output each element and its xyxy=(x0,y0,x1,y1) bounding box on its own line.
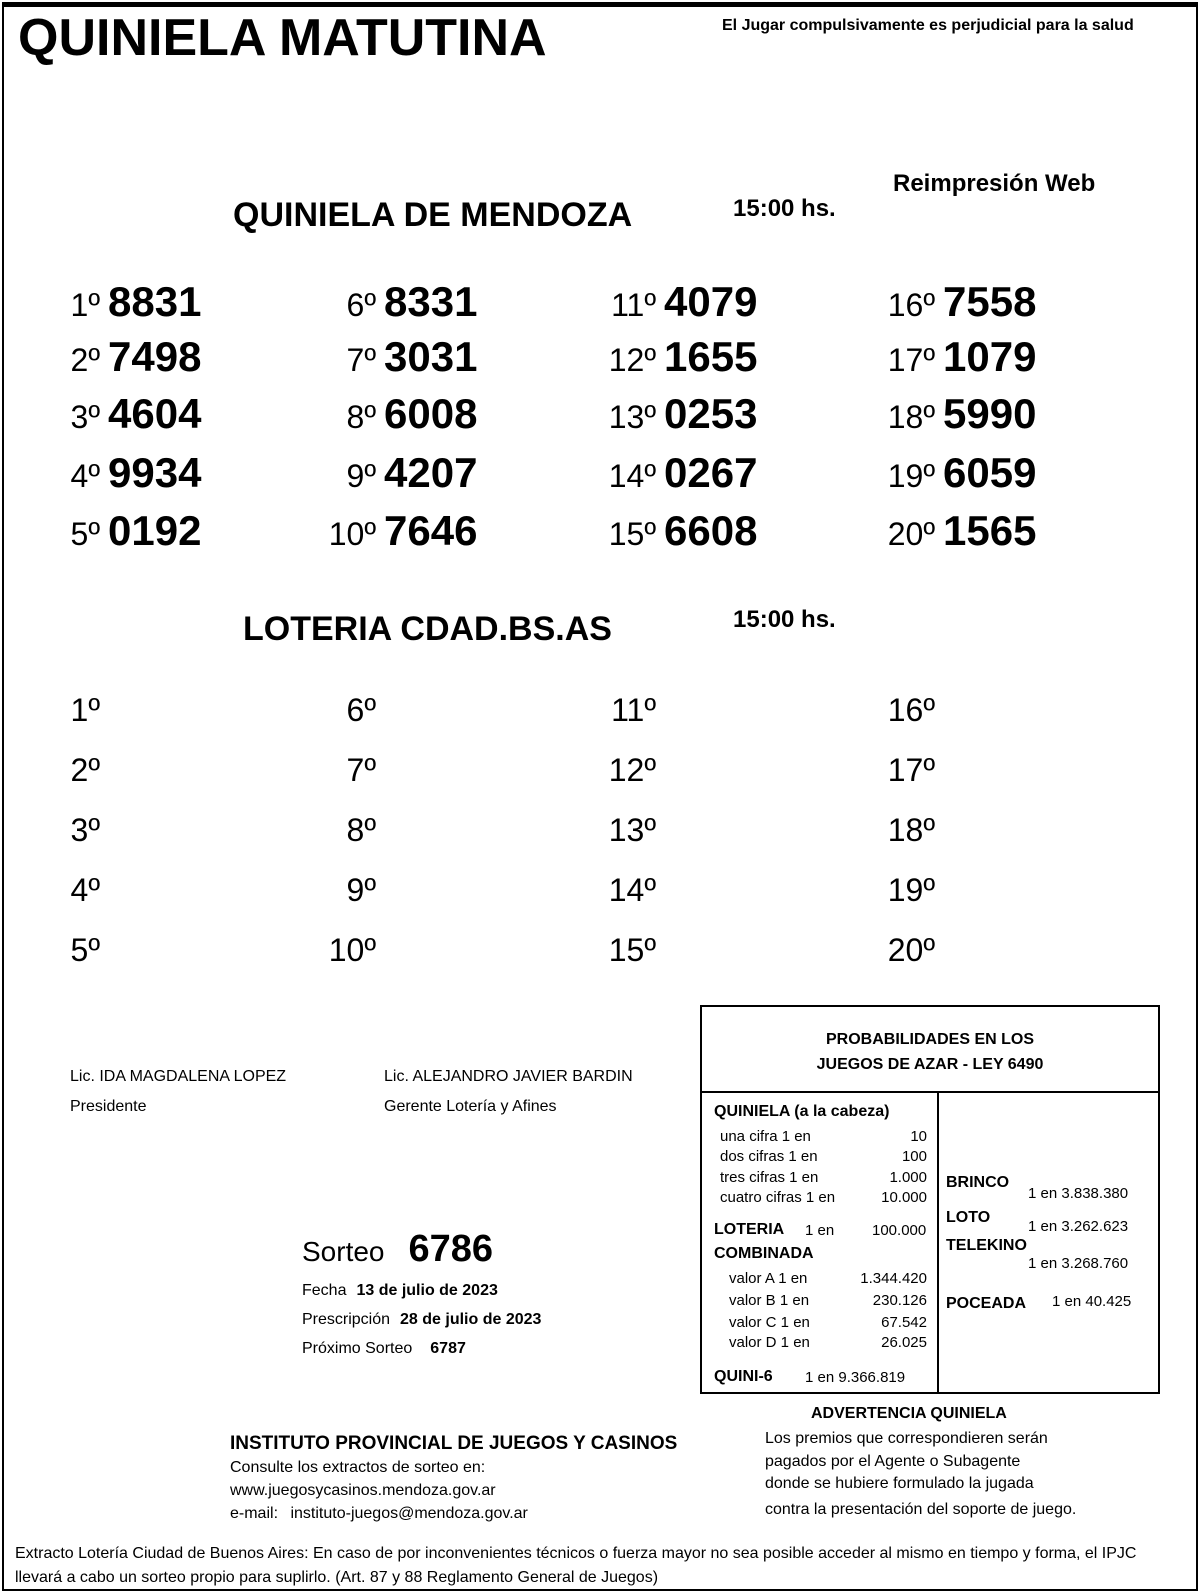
fecha-row xyxy=(302,1282,498,1300)
reprint-label: Reimpresión Web xyxy=(893,170,1096,197)
result-number: 8831 xyxy=(108,278,202,325)
result-number: 1565 xyxy=(943,507,1037,554)
loteria-result xyxy=(30,692,100,729)
mendoza-result xyxy=(30,507,201,555)
loteria-result xyxy=(306,812,376,849)
loteria-result xyxy=(30,872,100,909)
quini6-prob-label: QUINI-6 xyxy=(714,1368,773,1385)
result-position: 10º xyxy=(328,516,376,552)
instituto-email-link[interactable]: instituto-juegos@mendoza.gov.ar xyxy=(290,1505,528,1522)
mendoza-result xyxy=(586,333,757,381)
loteria-result xyxy=(306,872,376,909)
result-position: 15º xyxy=(608,516,656,552)
mendoza-result xyxy=(865,333,1036,381)
quiniela-prob-value: 10 xyxy=(910,1128,927,1145)
mendoza-result xyxy=(865,390,1036,438)
instituto-title: INSTITUTO PROVINCIAL DE JUEGOS Y CASINOS xyxy=(230,1433,678,1454)
result-position: 5º xyxy=(70,932,100,968)
loteria-time: 15:00 hs. xyxy=(733,606,836,633)
mendoza-time: 15:00 hs. xyxy=(733,195,836,222)
mendoza-result xyxy=(306,449,477,497)
result-position: 18º xyxy=(887,812,935,848)
result-position: 14º xyxy=(608,458,656,494)
result-position: 4º xyxy=(70,872,100,908)
result-position: 9º xyxy=(346,872,376,908)
quiniela-prob-label: tres cifras 1 en xyxy=(720,1169,819,1186)
probabilidades-divider xyxy=(937,1093,939,1392)
poceada-prob-label: POCEADA xyxy=(946,1295,1027,1312)
prescripcion-label: Prescripción xyxy=(302,1311,391,1328)
result-number: 7558 xyxy=(943,278,1037,325)
result-position: 1º xyxy=(70,287,100,323)
result-position: 18º xyxy=(887,399,935,435)
quiniela-prob-value: 10.000 xyxy=(881,1189,927,1206)
result-number: 4079 xyxy=(664,278,758,325)
result-position: 7º xyxy=(346,342,376,378)
result-position: 13º xyxy=(608,812,656,848)
result-number: 6608 xyxy=(664,507,758,554)
combinada-prob-value: 1.344.420 xyxy=(860,1270,927,1287)
quini6-prob-value: 1 en 9.366.819 xyxy=(805,1369,906,1386)
result-position: 8º xyxy=(346,812,376,848)
signature-name: Lic. IDA MAGDALENA LOPEZ xyxy=(70,1068,287,1085)
combinada-prob-label: valor A 1 en xyxy=(729,1270,808,1287)
loteria-result xyxy=(586,752,656,789)
mendoza-result xyxy=(306,507,477,555)
quiniela-prob-label: cuatro cifras 1 en xyxy=(720,1189,836,1206)
mendoza-result xyxy=(306,333,477,381)
loteria-result xyxy=(306,932,376,969)
result-number: 9934 xyxy=(108,449,202,496)
result-position: 7º xyxy=(346,752,376,788)
loteria-result xyxy=(865,752,935,789)
sorteo-number: 6786 xyxy=(408,1228,494,1270)
loteria-result xyxy=(586,812,656,849)
mendoza-result xyxy=(586,507,757,555)
combinada-prob-label: valor B 1 en xyxy=(729,1292,810,1309)
loteria-result xyxy=(30,932,100,969)
result-position: 4º xyxy=(70,458,100,494)
loto-prob-value: 1 en 3.262.623 xyxy=(1028,1218,1129,1235)
mendoza-result xyxy=(30,333,201,381)
quiniela-prob-value: 1.000 xyxy=(889,1169,927,1186)
result-number: 8331 xyxy=(384,278,478,325)
footer-note: Extracto Lotería Ciudad de Buenos Aires: En caso de por inconvenientes técnicos o fuerza mayor no sea posible acceder al mismo en tiempo y forma, el IPJC llevará a cabo un sorteo propio para suplirlo. (Art. 87 y 88 Reglamento General de Juegos) xyxy=(15,1545,1137,1586)
sorteo-block xyxy=(302,1228,493,1271)
proximo-label: Próximo Sorteo xyxy=(302,1340,413,1357)
page-title: QUINIELA MATUTINA xyxy=(18,9,547,67)
result-number: 7646 xyxy=(384,507,478,554)
result-position: 6º xyxy=(346,692,376,728)
result-number: 1655 xyxy=(664,333,758,380)
advertencia-line: Los premios que correspondieren serán xyxy=(765,1430,1048,1447)
result-position: 16º xyxy=(887,692,935,728)
probabilidades-box xyxy=(700,1005,1160,1394)
brinco-prob-label: BRINCO xyxy=(946,1174,1010,1191)
result-position: 12º xyxy=(608,752,656,788)
result-position: 3º xyxy=(70,399,100,435)
proximo-sorteo-row xyxy=(302,1340,466,1358)
advertencia-line: pagados por el Agente o Subagente xyxy=(765,1453,1021,1470)
quiniela-prob-label: una cifra 1 en xyxy=(720,1128,811,1145)
loteria-prob-label: LOTERIA xyxy=(714,1221,785,1238)
mendoza-result xyxy=(865,449,1036,497)
loteria-result xyxy=(865,872,935,909)
result-position: 20º xyxy=(887,516,935,552)
result-position: 16º xyxy=(887,287,935,323)
proximo-value: 6787 xyxy=(430,1340,466,1357)
probabilidades-title-1: PROBABILIDADES EN LOS xyxy=(825,1031,1034,1048)
result-position: 15º xyxy=(608,932,656,968)
mendoza-result xyxy=(586,390,757,438)
loteria-prob-value: 100.000 xyxy=(872,1222,927,1239)
quiniela-prob-value: 100 xyxy=(901,1148,927,1165)
telekino-prob-value: 1 en 3.268.760 xyxy=(1028,1255,1129,1272)
result-number: 6059 xyxy=(943,449,1037,496)
signature-manager xyxy=(384,1062,633,1122)
telekino-prob-label: TELEKINO xyxy=(946,1237,1027,1254)
result-position: 11º xyxy=(611,287,656,323)
mendoza-result xyxy=(586,278,757,326)
result-number: 6008 xyxy=(384,390,478,437)
loteria-result xyxy=(30,752,100,789)
probabilidades-header xyxy=(702,1007,1158,1093)
result-position: 17º xyxy=(887,342,935,378)
fecha-label: Fecha xyxy=(302,1282,347,1299)
health-warning: El Jugar compulsivamente es perjudicial para la salud xyxy=(722,17,1134,34)
result-number: 4207 xyxy=(384,449,478,496)
result-position: 10º xyxy=(328,932,376,968)
loteria-result xyxy=(586,932,656,969)
mendoza-result xyxy=(30,390,201,438)
loteria-result xyxy=(306,692,376,729)
mendoza-result xyxy=(30,449,201,497)
result-number: 5990 xyxy=(943,390,1037,437)
signature-role: Presidente xyxy=(70,1098,147,1115)
instituto-email-row xyxy=(230,1505,528,1523)
result-position: 9º xyxy=(346,458,376,494)
probabilidades-title-2: JUEGOS DE AZAR - LEY 6490 xyxy=(816,1056,1044,1073)
result-position: 19º xyxy=(887,872,935,908)
loteria-result xyxy=(865,692,935,729)
result-position: 8º xyxy=(346,399,376,435)
loteria-title: LOTERIA CDAD.BS.AS xyxy=(243,610,612,648)
result-number: 7498 xyxy=(108,333,202,380)
quiniela-prob-label: dos cifras 1 en xyxy=(720,1148,818,1165)
mendoza-result xyxy=(865,507,1036,555)
result-number: 0253 xyxy=(664,390,758,437)
signature-name: Lic. ALEJANDRO JAVIER BARDIN xyxy=(384,1068,633,1085)
result-position: 20º xyxy=(887,932,935,968)
instituto-website-link[interactable]: www.juegosycasinos.mendoza.gov.ar xyxy=(230,1482,496,1499)
result-number: 1079 xyxy=(943,333,1037,380)
poceada-prob-value: 1 en 40.425 xyxy=(1052,1293,1132,1310)
result-position: 11º xyxy=(611,692,656,728)
mendoza-result xyxy=(306,278,477,326)
result-position: 6º xyxy=(346,287,376,323)
result-position: 14º xyxy=(608,872,656,908)
email-label: e-mail: xyxy=(230,1505,279,1522)
loteria-result xyxy=(586,692,656,729)
result-position: 13º xyxy=(608,399,656,435)
loto-prob-label: LOTO xyxy=(946,1209,991,1226)
result-position: 2º xyxy=(70,342,100,378)
result-number: 0267 xyxy=(664,449,758,496)
mendoza-result xyxy=(865,278,1036,326)
mendoza-result xyxy=(30,278,201,326)
advertencia-title: ADVERTENCIA QUINIELA xyxy=(811,1405,1007,1422)
result-position: 12º xyxy=(608,342,656,378)
fecha-value: 13 de julio de 2023 xyxy=(356,1282,498,1299)
mendoza-result xyxy=(586,449,757,497)
loteria-result xyxy=(586,872,656,909)
advertencia-line: donde se hubiere formulado la jugada xyxy=(765,1475,1034,1492)
instituto-consulte: Consulte los extractos de sorteo en: xyxy=(230,1459,486,1476)
loteria-result xyxy=(306,752,376,789)
result-position: 3º xyxy=(70,812,100,848)
result-position: 5º xyxy=(70,516,100,552)
combinada-prob-value: 230.126 xyxy=(872,1292,927,1309)
result-number: 0192 xyxy=(108,507,202,554)
loteria-result xyxy=(30,812,100,849)
combinada-prob-value: 67.542 xyxy=(881,1314,927,1331)
loteria-result xyxy=(865,812,935,849)
loteria-result xyxy=(865,932,935,969)
signature-role: Gerente Lotería y Afines xyxy=(384,1098,557,1115)
combinada-prob-label: valor C 1 en xyxy=(729,1314,810,1331)
prescripcion-row xyxy=(302,1311,541,1329)
loteria-prob-en: 1 en xyxy=(805,1222,835,1239)
result-position: 1º xyxy=(70,692,100,728)
result-position: 2º xyxy=(70,752,100,788)
result-position: 17º xyxy=(887,752,935,788)
quiniela-prob-title: QUINIELA (a la cabeza) xyxy=(714,1103,890,1120)
combinada-prob-title: COMBINADA xyxy=(714,1245,814,1262)
result-number: 4604 xyxy=(108,390,202,437)
brinco-prob-value: 1 en 3.838.380 xyxy=(1028,1185,1129,1202)
mendoza-title: QUINIELA DE MENDOZA xyxy=(233,196,633,234)
combinada-prob-label: valor D 1 en xyxy=(729,1334,810,1351)
sorteo-label: Sorteo xyxy=(302,1236,385,1267)
signature-president xyxy=(70,1062,286,1122)
combinada-prob-value: 26.025 xyxy=(881,1334,927,1351)
result-number: 3031 xyxy=(384,333,478,380)
result-position: 19º xyxy=(887,458,935,494)
advertencia-line: contra la presentación del soporte de juego. xyxy=(765,1501,1077,1518)
mendoza-result xyxy=(306,390,477,438)
prescripcion-value: 28 de julio de 2023 xyxy=(400,1311,542,1328)
